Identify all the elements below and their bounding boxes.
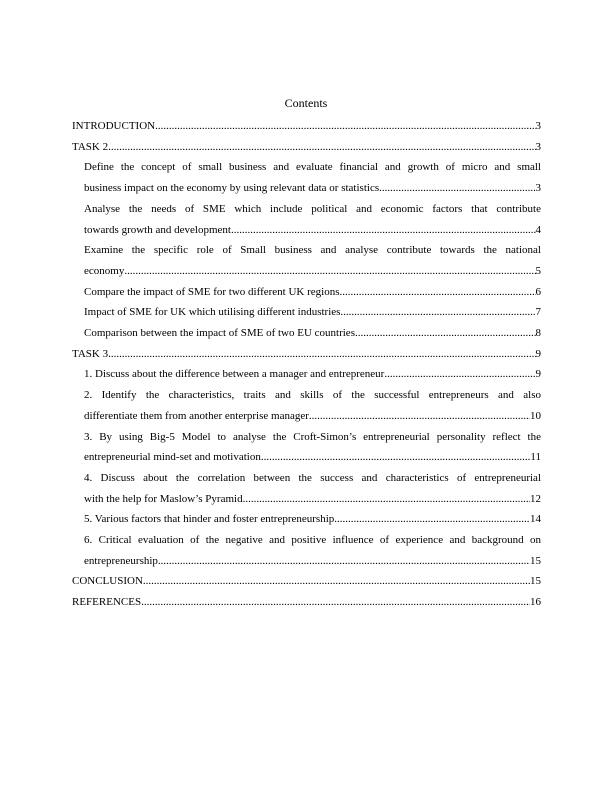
toc-page-number: 3 [535,140,541,153]
toc-entry-uk-regions[interactable] [72,282,541,303]
dot-leader [243,489,530,510]
toc-page-number: 6 [535,285,541,298]
dot-leader [379,178,535,199]
toc-entry-label-line2: entrepreneurship [84,554,158,567]
dot-leader [340,302,535,323]
toc-page-number: 15 [530,554,541,567]
toc-page-number: 3 [535,182,541,195]
toc-entry-label-line2: with the help for Maslow’s Pyramid [84,492,243,505]
toc-entry-label: TASK 2 [72,140,109,153]
dot-leader [355,323,536,344]
toc-page-number: 4 [535,223,541,236]
dot-leader [143,571,530,592]
dot-leader [384,364,535,385]
toc-page-number: 3 [535,120,541,132]
dot-leader [261,447,531,468]
toc-entry-label: Compare the impact of SME for two different UK regions [84,285,340,298]
dot-leader [340,282,536,303]
toc-entry-label-line2: entrepreneurial mind-set and motivation [84,451,261,464]
toc-entry-label: 1. Discuss about the difference between a manager and entrepreneur [84,368,385,381]
dot-leader [155,116,535,137]
toc-entry-label-line1: Analyse the needs of SME which include political and economic factors that contribute [84,202,541,215]
toc-entry-label: REFERENCES [72,596,142,609]
dot-leader [309,406,530,427]
toc-page-number: 15 [530,575,541,588]
toc-entry-manager-vs-entrepreneur[interactable] [72,364,541,385]
toc-entry-label: Impact of SME for UK which utilising different industries [84,306,341,319]
toc-entry-references[interactable] [72,592,541,613]
toc-page-number: 9 [535,347,541,360]
toc-entry-label: TASK 3 [72,347,109,360]
toc-entry-label: Comparison between the impact of SME of two EU countries [84,327,355,340]
toc-entry-eu-countries[interactable] [72,323,541,344]
dot-leader [141,592,530,613]
toc-entry-hinder-foster-factors[interactable] [72,509,541,530]
toc-entry-label-line2: business impact on the economy by using relevant data or statistics [84,182,380,195]
toc-entry-maslow-pyramid[interactable] [72,468,541,509]
toc-page-number: 11 [530,451,541,464]
toc-entry-introduction[interactable] [72,116,541,137]
toc-page-number: 8 [535,327,541,340]
toc-entry-label-line1: 4. Discuss about the correlation between the success and characteristics of entrepreneurial [84,471,541,484]
toc-page-number: 9 [535,368,541,381]
page-title: Contents [284,96,328,110]
dot-leader [108,137,535,158]
toc-entry-label-line2: differentiate them from another enterprise manager [84,409,309,422]
dot-leader [124,261,535,282]
toc-page-number: 12 [530,492,541,505]
toc-entry-small-business-concept[interactable] [72,157,541,198]
dot-leader [231,220,536,241]
toc-page-number: 16 [530,596,541,609]
toc-entry-label-line1: 2. Identify the characteristics, traits and skills of the successful entrepreneurs and also [84,389,541,402]
toc-entry-label-line1: Examine the specific role of Small business and analyse contribute towards the national [84,244,541,257]
toc-entry-critical-evaluation[interactable] [72,530,541,571]
toc-entry-small-business-role[interactable] [72,240,541,281]
toc-page-number: 7 [535,306,541,319]
toc-entry-label: INTRODUCTION [72,120,156,132]
toc-entry-conclusion[interactable] [72,571,541,592]
toc-entry-task-3[interactable] [72,344,541,365]
toc-entry-task-2[interactable] [72,137,541,158]
toc-entry-label: CONCLUSION [72,575,143,588]
dot-leader [334,509,530,530]
toc-entry-label-line1: 3. By using Big-5 Model to analyse the Croft-Simon’s entrepreneurial personality reflect the [84,430,541,443]
toc-page-number: 5 [535,264,541,277]
toc-entry-uk-industries[interactable] [72,302,541,323]
toc-entry-sme-needs[interactable] [72,199,541,240]
dot-leader [158,551,530,572]
toc-page-number: 10 [530,409,541,422]
toc-entry-label-line2: economy [84,264,125,277]
toc-entry-label-line1: Define the concept of small business and evaluate financial and growth of micro and small [84,161,541,174]
toc-entry-label-line1: 6. Critical evaluation of the negative and positive influence of experience and background on [84,534,541,547]
toc-entry-label: 5. Various factors that hinder and foster entrepreneurship [84,513,335,526]
toc-entry-label-line2: towards growth and development [84,223,231,236]
toc-entry-big-5-model[interactable] [72,427,541,468]
toc-page-number: 14 [530,513,541,526]
toc-entry-entrepreneur-traits[interactable] [72,385,541,426]
dot-leader [108,344,535,365]
table-of-contents [72,116,541,613]
